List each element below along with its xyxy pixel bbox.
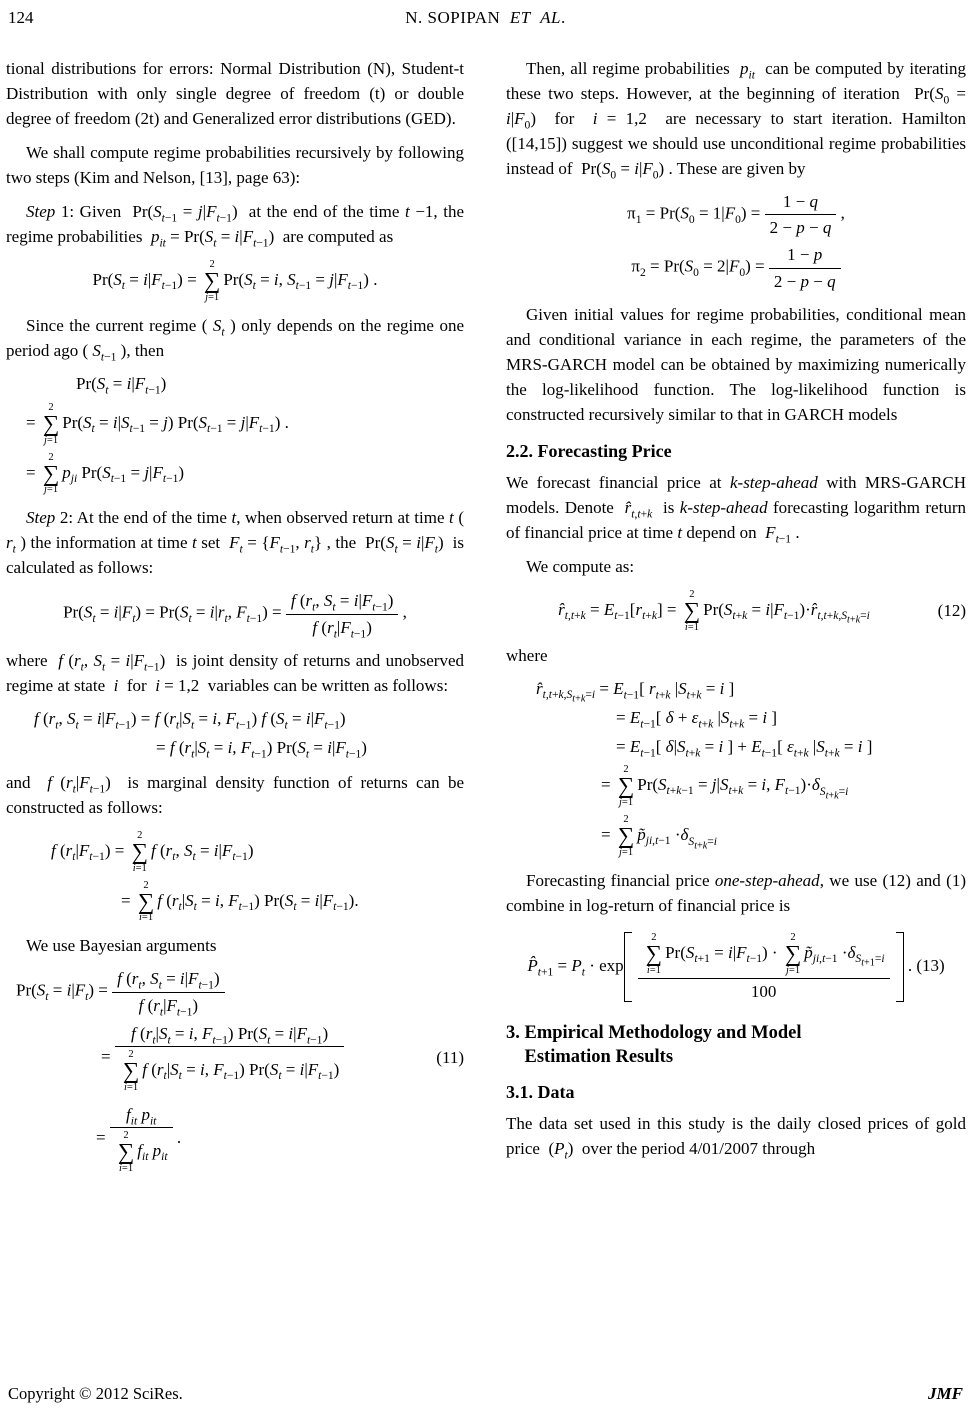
paragraph-since-regime: Since the current regime ( $S_t$ ) only depends on the regime one period ago ( $S_{t-1}$ ), then (6, 315, 464, 364)
equation-unconditional-probs (506, 191, 966, 292)
right-column (506, 57, 966, 1171)
paragraph-forecast: We forecast financial price at k-step-ahead with MRS-GARCH models. Denote $r̂_{t,t+k}$ is k-step-ahead forecasting logarithm return of financial price at time t depend on $F_{t-1}$ . (506, 472, 966, 546)
equation-line: $r̂_{t,t+k,S_{t+k}=i} = E_{t-1}$[ $r_{t+k}$ $|S_{t+k} = i$ ] (536, 678, 735, 705)
paragraph-error-distributions: tional distributions for errors: Normal Distribution (N), Student-t Distribution with only single degree of freedom (t) or double degree of freedom (2t) and Generalized error distributions (GED). (6, 59, 464, 128)
footer-journal: JMF (928, 1384, 963, 1403)
equation-line: = $f_{it}$ $p_{it}$ 2 ∑ i=1 $f_{it}$ $p_{it}$ . (96, 1105, 182, 1175)
paragraph-data-set: The data set used in this study is the daily closed prices of gold price $(P_t)$ over the period 4/01/2007 through (506, 1114, 966, 1162)
equation-line: $\pi_2 = Pr(S_0 = 2|F_0)$ = $\frac{1 - p}{2 - p - q}$ (506, 244, 966, 292)
equation-line: = 2 ∑ j=1 $p_{ji}$ $Pr(S_{t-1} = j|F_{t-1})$ (26, 451, 185, 496)
paragraph-we-compute: We compute as: (526, 556, 635, 576)
heading-3-empirical-methodology: 3. Empirical Methodology and Model Estimation Results (506, 1023, 802, 1068)
paragraph-initial-values: Given initial values for regime probabilities, conditional mean and conditional variance in each regime, the parameters of the MRS-GARCH model can be obtained by maximizing numerically the log-likelihood function. The log-likelihood function is constructed recursively similar to that in GARCH models (506, 304, 966, 424)
heading-2-2-forecasting-price: 2.2. Forecasting Price (506, 440, 672, 461)
equation-line: = 2 ∑ j=1 $p̃_{ji,t-1} \cdot\delta_{S_{t+k}=i}$ (601, 814, 717, 859)
equation-line: f $(r_t|F_{t-1})$ = 2 ∑ i=1 f ($r_t$, $S_t = i|F_{t-1}$) (51, 829, 254, 874)
paragraph-compute-steps: We shall compute regime probabilities recursively by following two steps (Kim and Nelson, [13], page 63): (6, 142, 464, 187)
equation-derivation-regime (6, 373, 464, 496)
equation-number-12: (12) (937, 600, 966, 620)
equation-regime-prob (6, 259, 464, 303)
equation-11-row (6, 1023, 464, 1093)
equation-joint-density (6, 708, 464, 760)
equation-marginal-density (6, 830, 464, 924)
equation-line: = f ($r_t|S_t = i$, $F_{t-1}$) $Pr(S_t = i|F_{t-1})$ (156, 737, 367, 761)
equation-line: $Pr(S_t = i|F_{t-1})$ (76, 373, 167, 397)
paragraph-where: where (506, 645, 548, 665)
equation-expected-return (506, 678, 966, 859)
equation-line: $Pr(S_t = i|F_t)$ = $\frac{f (r_t, S_t = i|F_{t-1})}{f (r_t|F_{t-1})}$ (6, 968, 464, 1016)
equation-line: f ($r_t$, $S_t = i|F_{t-1}) = f$ ($r_t|S_t = i$, $F_{t-1}$) f $(S_t = i|F_{t-1})$ (34, 708, 346, 732)
paragraph-step2: Step 2: At the end of the time t, when observed return at time t ( $r_t$ ) the information at time t set $F_t = \{F_{t-1}$, $r_t$} , the $Pr(S_t = i|F_t)$ is calculated as follows: (6, 508, 465, 578)
paragraph-marginal-density: and f $(r_t|F_{t-1})$ is marginal density function of returns can be constructed as follows: (6, 772, 464, 817)
footer-copyright: Copyright © 2012 SciRes. (8, 1384, 183, 1403)
equation-line: $Pr(S_t = i|F_t) = Pr(S_t = i|r_t$, $F_{t-1}$) = $\frac{f (r_t, S_t = i|F_{t-1})}{f (r_t|F_{t-1})}$ , (63, 591, 407, 641)
page-number: 124 (8, 8, 34, 27)
equation-bayes-filter (6, 590, 464, 641)
running-title: N. SOPIPAN ET AL. (405, 8, 566, 27)
equation-13-row (506, 928, 966, 1006)
paragraph-step1: Step 1: Given $Pr(S_{t-1} = j|F_{t-1})$ at the end of the time t −1, the regime probabilities $p_{it} = Pr(S_t = i|F_{t-1})$ are computed as (6, 201, 465, 250)
equation-line: = 2 ∑ j=1 $Pr(S_t = i|S_{t-1} = j) Pr(S_{t-1} = j|F_{t-1})$ . (26, 401, 289, 446)
equation-line: = 2 ∑ j=1 $Pr(S_{t+k-1} = j|S_{t+k} = i$, $F_{t-1})\cdot\delta_{S_{t+k}=i}$ (601, 764, 849, 809)
equation-number-11: (11) (436, 1047, 464, 1067)
paragraph-bayesian: We use Bayesian arguments (26, 936, 217, 956)
equation-line: = 2 ∑ i=1 f ($r_t|S_t = i$, $F_{t-1}$) $Pr(S_t = i|F_{t-1})$. (121, 879, 359, 924)
equation-line: $Pr(S_t = i|F_{t-1})$ = 2 ∑ j=1 $Pr(S_t = i$, $S_{t-1} = j|F_{t-1}$) . (92, 258, 378, 303)
paragraph-iteration: Then, all regime probabilities $p_{it}$ can be computed by iterating these two steps. However, at the beginning of iteration $Pr(S_0 = i|F_0)$ for i = 1,2 are necessary to start iteration. Hamilton ([14,15]) suggest we should use unconditional regime probabilities instead of $Pr(S_0 = i|F_0)$ . These are given by (506, 59, 967, 182)
equation-line: = f ($r_t|S_t = i$, $F_{t-1}$) $Pr(S_t = i|F_{t-1})$ 2 ∑ i=1 f ($r_t|S_t = i$, $F_{t-1}$) $Pr(S_t = i|F_{t-1})$ (6, 1023, 420, 1093)
equation-line: $r̂_{t,t+k} = E_{t-1}[r_{t+k}]$ = 2 ∑ i=1 $Pr(S_{t+k}$ = $i|F_{t-1})\cdot r̂_{t,t+k,S_{t+k}=i}$ (558, 588, 870, 633)
equation-line: $\pi_1 = Pr(S_0 = 1|F_0)$ = $\frac{1 - q}{2 - p - q}$ , (627, 191, 845, 238)
paragraph-one-step-ahead: Forecasting financial price one-step-ahead, we use (12) and (1) combine in log-return of financial price is (506, 871, 966, 916)
equation-line: = $E_{t-1}$[ $\delta|S_{t+k} = i$ ] + $E_{t-1}$[ $\varepsilon_{t+k}$ $|S_{t+k} = i$ ] (616, 736, 873, 759)
equation-line: = $E_{t-1}$[ $\delta + \varepsilon_{t+k}$ $|S_{t+k} = i$ ] (616, 707, 778, 730)
left-column (6, 57, 464, 1185)
paragraph-joint-density: where f ($r_t$, $S_t = i|F_{t-1}$) is joint density of returns and unobserved regime at state i for i = 1,2 variables can be written as follows: (6, 650, 465, 695)
equation-11-block (6, 968, 464, 1174)
heading-3-1-data: 3.1. Data (506, 1082, 575, 1103)
equation-12-row (506, 589, 966, 633)
equation-line: $P̂_{t+1} = P_t \cdot \exp$ 2 ∑ i=1 $Pr(S_{t+1} = i|F_{t-1})$ · 2 ∑ j=1 $p̃_{ji,t-1} \cdot\delta_{S_{t+1}=i}$ 100 . (13) (527, 932, 945, 1002)
